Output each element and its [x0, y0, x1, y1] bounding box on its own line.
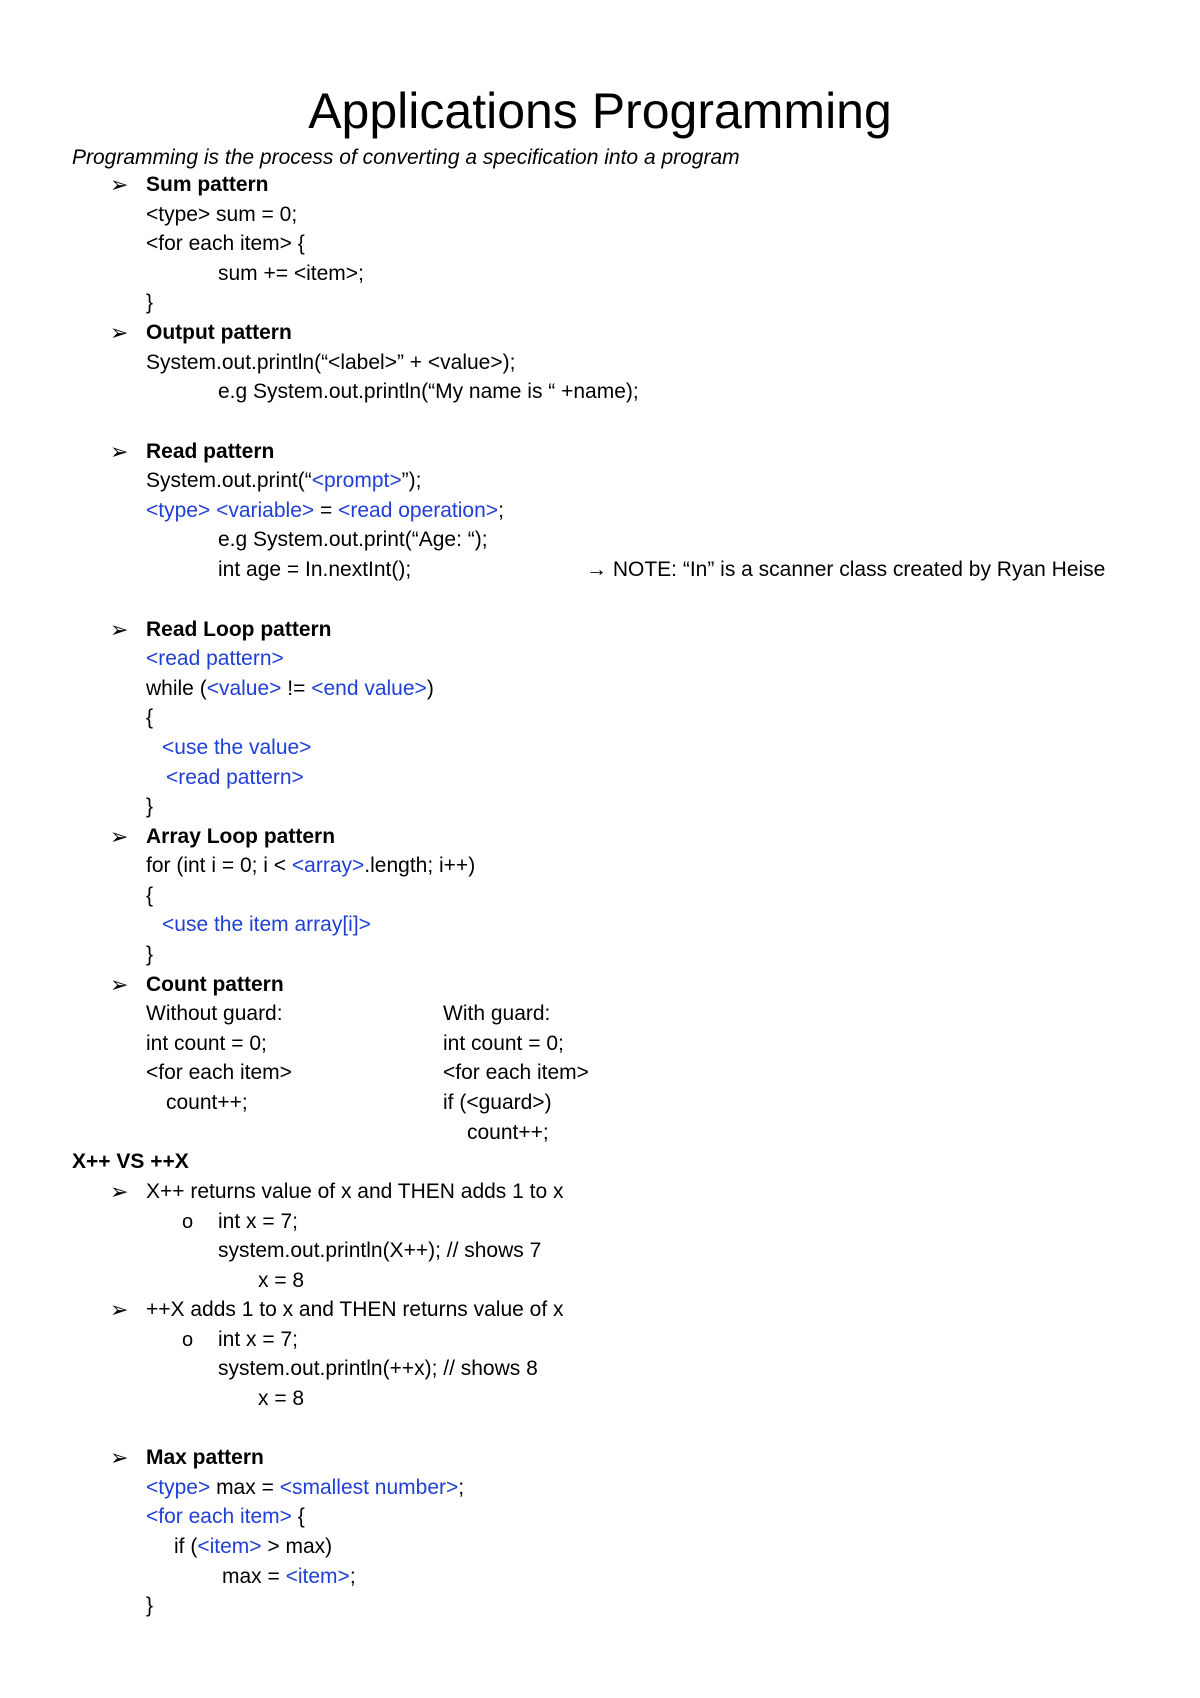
count-left-line: <for each item>: [146, 1061, 292, 1084]
count-heading: Count pattern: [146, 973, 284, 996]
count-right-line: if (<guard>): [443, 1091, 552, 1114]
code-text: while (: [146, 677, 207, 700]
sum-line: sum += <item>;: [218, 262, 364, 285]
read-line: int age = In.nextInt();: [218, 558, 412, 581]
circle-bullet-icon: o: [182, 1211, 194, 1233]
xvs-line: x = 8: [258, 1269, 305, 1292]
max-line: [174, 1532, 332, 1562]
code-text: ;: [349, 1565, 356, 1588]
code-text: > max): [261, 1535, 333, 1558]
xvs-line: int x = 7;: [218, 1328, 298, 1351]
arrayloop-line: }: [146, 943, 154, 966]
xvs-bullet: ++X adds 1 to x and THEN returns value of x: [146, 1298, 564, 1321]
xvs-bullet: X++ returns value of x and THEN adds 1 to x: [146, 1180, 564, 1203]
placeholder-text: <read operation>: [338, 499, 499, 522]
count-left-line: int count = 0;: [146, 1032, 267, 1055]
readloop-line: [146, 674, 434, 704]
code-text: ;: [458, 1476, 465, 1499]
arrow-bullet-icon: ➢: [110, 617, 129, 642]
code-text: System.out.print(“: [146, 469, 312, 492]
code-text: ): [426, 677, 434, 700]
placeholder-text: <smallest number>: [279, 1476, 459, 1499]
placeholder-text: <item>: [197, 1535, 262, 1558]
placeholder-text: <for each item>: [146, 1505, 292, 1528]
sum-line: }: [146, 291, 154, 314]
code-text: ;: [498, 499, 504, 522]
arrayloop-line: <use the item array[i]>: [162, 913, 371, 936]
code-text: max =: [210, 1476, 280, 1499]
code-text: .length; i++): [364, 854, 476, 877]
readloop-line: <read pattern>: [166, 766, 304, 789]
readloop-line: {: [146, 706, 154, 729]
xvs-line: x = 8: [258, 1387, 305, 1410]
output-heading: Output pattern: [146, 321, 292, 344]
arrow-bullet-icon: ➢: [110, 439, 129, 464]
readloop-heading: Read Loop pattern: [146, 618, 332, 641]
placeholder-text: <prompt>: [311, 469, 402, 492]
output-line: System.out.println(“<label>” + <value>);: [146, 351, 516, 374]
max-heading: Max pattern: [146, 1446, 264, 1469]
placeholder-text: <array>: [291, 854, 365, 877]
arrow-bullet-icon: ➢: [110, 172, 129, 197]
arrow-bullet-icon: ➢: [110, 320, 129, 345]
max-line: }: [146, 1594, 154, 1617]
arrow-bullet-icon: ➢: [110, 1179, 129, 1204]
read-line: [146, 466, 421, 496]
output-line: e.g System.out.println(“My name is “ +name);: [218, 380, 639, 403]
max-line: [146, 1502, 305, 1532]
placeholder-text: <type>: [146, 499, 211, 522]
page-title: Applications Programming: [308, 83, 892, 139]
code-text: max =: [222, 1565, 286, 1588]
arrow-bullet-icon: ➢: [110, 972, 129, 997]
xvs-line: system.out.println(++x); // shows 8: [218, 1357, 538, 1380]
placeholder-text: <end value>: [311, 677, 427, 700]
read-line: e.g System.out.print(“Age: “);: [218, 528, 488, 551]
subtitle: Programming is the process of converting a specification into a program: [72, 146, 740, 169]
arrayloop-heading: Array Loop pattern: [146, 825, 336, 848]
placeholder-text: <variable>: [216, 499, 315, 522]
readloop-line: <read pattern>: [146, 647, 284, 670]
arrayloop-line: [146, 851, 475, 881]
placeholder-text: <type>: [146, 1476, 211, 1499]
arrayloop-line: {: [146, 884, 154, 907]
circle-bullet-icon: o: [182, 1329, 194, 1351]
count-right-line: int count = 0;: [443, 1032, 564, 1055]
count-right-line: count++;: [467, 1121, 549, 1144]
code-text: ”);: [401, 469, 422, 492]
code-text: if (: [174, 1535, 198, 1558]
arrow-bullet-icon: ➢: [110, 1297, 129, 1322]
readloop-line: <use the value>: [162, 736, 312, 759]
code-text: for (int i = 0; i <: [146, 854, 292, 877]
arrow-bullet-icon: ➢: [110, 824, 129, 849]
xvs-line: int x = 7;: [218, 1210, 298, 1233]
readloop-line: }: [146, 795, 154, 818]
arrow-bullet-icon: ➢: [110, 1445, 129, 1470]
code-text: !=: [281, 677, 312, 700]
read-heading: Read pattern: [146, 440, 275, 463]
code-text: =: [314, 499, 339, 522]
xvs-heading: X++ VS ++X: [72, 1150, 189, 1173]
max-line: [146, 1473, 464, 1503]
xvs-line: system.out.println(X++); // shows 7: [218, 1239, 542, 1262]
count-right-line: With guard:: [443, 1002, 551, 1025]
sum-line: <type> sum = 0;: [146, 203, 298, 226]
placeholder-text: <value>: [206, 677, 282, 700]
count-right-line: <for each item>: [443, 1061, 589, 1084]
code-text: {: [291, 1505, 305, 1528]
read-note: → NOTE: “In” is a scanner class created by Ryan Heise: [586, 558, 1106, 581]
count-left-line: count++;: [166, 1091, 248, 1114]
count-left-line: Without guard:: [146, 1002, 283, 1025]
sum-heading: Sum pattern: [146, 173, 269, 196]
placeholder-text: <item>: [285, 1565, 350, 1588]
sum-line: <for each item> {: [146, 232, 305, 255]
read-line: [146, 496, 504, 526]
max-line: [222, 1562, 356, 1592]
